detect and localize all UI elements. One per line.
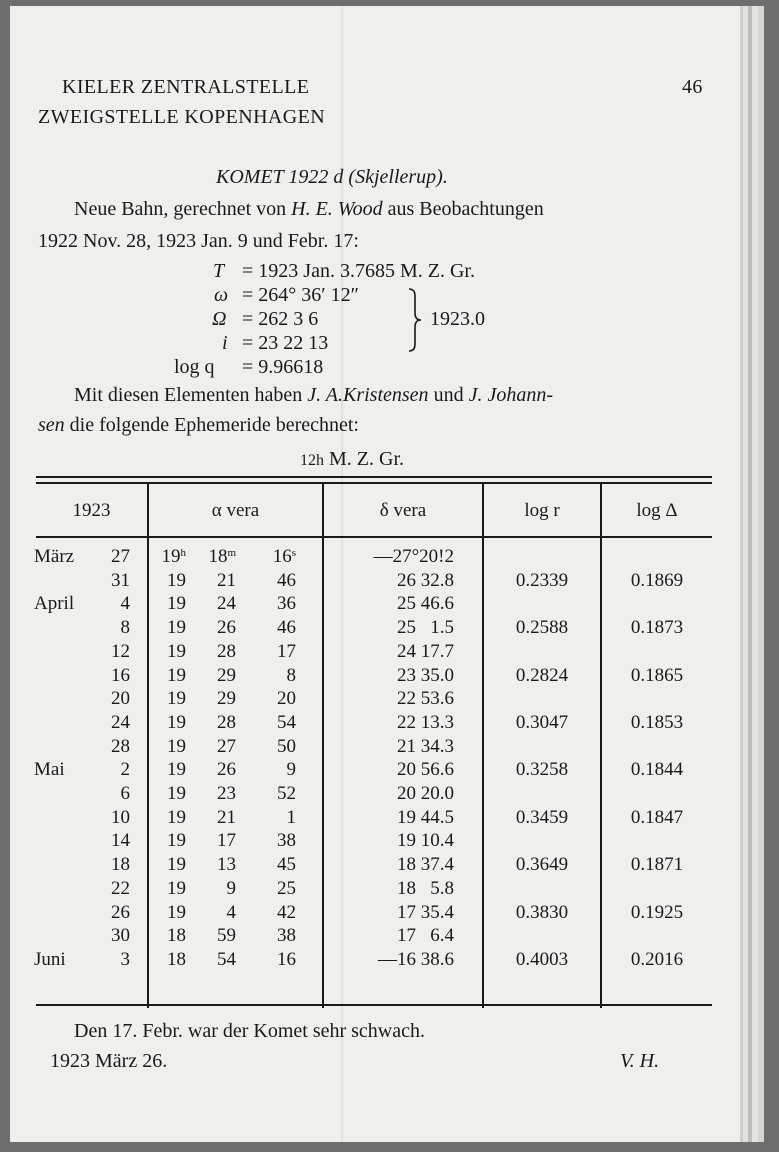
cell-dec: 20 20.0 xyxy=(397,783,454,804)
cell-as: 52 xyxy=(277,783,296,804)
signature: V. H. xyxy=(620,1050,660,1072)
cell-as: 9 xyxy=(286,759,296,781)
cell-am: 26 xyxy=(217,759,236,781)
cell-ah: 18 xyxy=(167,948,186,970)
cell-day: 26 xyxy=(111,901,130,923)
cell-day: 24 xyxy=(111,711,130,733)
cell-ah: 19 xyxy=(167,640,186,662)
cell-logr: 0.3649 xyxy=(515,854,569,876)
cell-ah: 19 xyxy=(167,664,186,686)
cell-dec: —27°20!2 xyxy=(373,546,454,567)
cell-month: Mai xyxy=(34,759,65,781)
table-row xyxy=(10,949,740,973)
cell-as: 8 xyxy=(286,664,296,686)
cell-logd: 0.1844 xyxy=(630,759,684,781)
header-log-r: log r xyxy=(524,500,560,521)
element-logq-symbol: log q xyxy=(174,356,215,378)
cell-as: 54 xyxy=(277,711,296,733)
table-row xyxy=(10,688,740,712)
header-dec: δ vera xyxy=(379,500,427,521)
cell-as: 20 xyxy=(277,688,296,710)
cell-logd: 0.1865 xyxy=(630,664,684,686)
table-row xyxy=(10,570,740,594)
table-row xyxy=(10,641,740,665)
cell-am: 26 xyxy=(217,617,236,639)
table-bottom-rule xyxy=(36,1004,712,1006)
cell-ah: 18 xyxy=(167,925,186,947)
cell-as: 46 xyxy=(277,569,296,591)
cell-day: 3 xyxy=(120,948,130,970)
cell-logr: 0.2824 xyxy=(515,664,569,686)
cell-day: 31 xyxy=(111,569,130,591)
cell-day: 6 xyxy=(120,783,130,804)
element-T-value: = 1923 Jan. 3.7685 M. Z. Gr. xyxy=(242,260,475,282)
author-name-2-end: sen xyxy=(38,414,65,436)
header-year: 1923 xyxy=(72,500,111,521)
cell-ah: 19 xyxy=(167,735,186,757)
cell-dec: 22 53.6 xyxy=(397,688,454,710)
cell-ah: 19 xyxy=(167,901,186,923)
cell-dec: 18 37.4 xyxy=(397,854,454,876)
cell-am: 4 xyxy=(226,901,236,923)
table-row xyxy=(10,902,740,926)
element-node-symbol: Ω xyxy=(212,308,227,330)
cell-logr: 0.2339 xyxy=(515,569,569,591)
cell-logd: 0.2016 xyxy=(630,948,684,970)
cell-am: 28 xyxy=(217,640,236,662)
note-text-b: und xyxy=(433,384,464,406)
table-row xyxy=(10,759,740,783)
cell-am: 17 xyxy=(217,830,236,852)
cell-dec: 20 56.6 xyxy=(397,759,454,781)
cell-ah: 19 xyxy=(167,830,186,852)
footer-date: 1923 März 26. xyxy=(50,1050,168,1072)
table-top-rule xyxy=(36,476,712,478)
time-label-rest: M. Z. Gr. xyxy=(329,448,404,470)
header-ra: α vera xyxy=(211,500,260,521)
intro-line-2: 1922 Nov. 28, 1923 Jan. 9 und Febr. 17: xyxy=(38,230,359,252)
cell-day: 10 xyxy=(111,806,130,828)
cell-dec: 19 44.5 xyxy=(397,806,454,828)
cell-as: 50 xyxy=(277,735,296,757)
cell-am: 54 xyxy=(217,948,236,970)
cell-am: 18$^m$ xyxy=(208,546,236,567)
cell-as: 25 xyxy=(277,877,296,899)
cell-ah: 19 xyxy=(167,783,186,804)
cell-as: 16 xyxy=(277,948,296,970)
cell-logd: 0.1925 xyxy=(630,901,684,923)
cell-ah: 19$^h$ xyxy=(161,546,186,567)
cell-logd: 0.1853 xyxy=(630,711,684,733)
cell-am: 27 xyxy=(217,735,236,757)
table-row xyxy=(10,617,740,641)
table-row xyxy=(10,783,740,807)
table-row xyxy=(10,830,740,854)
cell-logd: 0.1871 xyxy=(630,854,684,876)
cell-dec: 18 5.8 xyxy=(397,877,454,899)
table-row xyxy=(10,854,740,878)
header-line-2: ZWEIGSTELLE KOPENHAGEN xyxy=(38,106,326,128)
cell-as: 45 xyxy=(277,854,296,876)
cell-logr: 0.2588 xyxy=(515,617,569,639)
cell-ah: 19 xyxy=(167,759,186,781)
cell-am: 29 xyxy=(217,688,236,710)
cell-day: 2 xyxy=(120,759,130,781)
cell-day: 16 xyxy=(111,664,130,686)
cell-ah: 19 xyxy=(167,688,186,710)
table-row xyxy=(10,712,740,736)
cell-month: April xyxy=(34,593,75,615)
cell-logd: 0.1873 xyxy=(630,617,684,639)
cell-logr: 0.4003 xyxy=(515,948,569,970)
cell-ah: 19 xyxy=(167,854,186,876)
cell-dec: 17 35.4 xyxy=(397,901,454,923)
curly-brace-icon xyxy=(408,288,422,352)
table-top-rule-inner xyxy=(36,482,712,484)
header-log-delta: log Δ xyxy=(636,500,678,521)
cell-ah: 19 xyxy=(167,877,186,899)
page-number: 46 xyxy=(682,76,703,98)
comet-title: KOMET 1922 d (Skjellerup). xyxy=(216,166,448,188)
time-label-hours: 12h xyxy=(300,452,324,469)
cell-day: 30 xyxy=(111,925,130,947)
cell-day: 20 xyxy=(111,688,130,710)
table-row xyxy=(10,736,740,760)
table-row xyxy=(10,546,740,570)
cell-logr: 0.3459 xyxy=(515,806,569,828)
cell-ah: 19 xyxy=(167,569,186,591)
cell-dec: 25 46.6 xyxy=(397,593,454,615)
cell-am: 29 xyxy=(217,664,236,686)
cell-day: 4 xyxy=(120,593,130,615)
cell-dec: 24 17.7 xyxy=(397,640,454,662)
cell-ah: 19 xyxy=(167,711,186,733)
table-header-rule xyxy=(36,536,712,538)
cell-am: 9 xyxy=(226,877,236,899)
header-line-1: KIELER ZENTRALSTELLE xyxy=(62,76,310,98)
intro-text-b: aus Beobachtungen xyxy=(387,198,544,220)
cell-dec: 21 34.3 xyxy=(397,735,454,757)
cell-am: 13 xyxy=(217,854,236,876)
note-text-c: die folgende Ephemeride berechnet: xyxy=(69,414,359,436)
cell-dec: 25 1.5 xyxy=(397,617,454,639)
cell-as: 17 xyxy=(277,640,296,662)
cell-dec: —16 38.6 xyxy=(378,948,454,970)
cell-month: Juni xyxy=(34,948,66,970)
cell-ah: 19 xyxy=(167,593,186,615)
cell-day: 14 xyxy=(111,830,130,852)
cell-am: 28 xyxy=(217,711,236,733)
element-logq-value: = 9.96618 xyxy=(242,356,324,378)
element-i-symbol: i xyxy=(222,332,228,354)
cell-day: 8 xyxy=(120,617,130,639)
intro-text-a: Neue Bahn, gerechnet von xyxy=(74,198,287,220)
cell-as: 1 xyxy=(286,806,296,828)
cell-day: 12 xyxy=(111,640,130,662)
table-row xyxy=(10,593,740,617)
footer-note: Den 17. Febr. war der Komet sehr schwach. xyxy=(74,1020,426,1042)
cell-day: 22 xyxy=(111,877,130,899)
author-name-1: J. A.Kristensen xyxy=(307,384,429,406)
cell-logr: 0.3830 xyxy=(515,901,569,923)
element-node-value: = 262 3 6 xyxy=(242,308,319,330)
cell-am: 21 xyxy=(217,806,236,828)
cell-as: 46 xyxy=(277,617,296,639)
cell-logr: 0.3047 xyxy=(515,711,569,733)
cell-month: März xyxy=(34,546,75,567)
table-row xyxy=(10,925,740,949)
cell-as: 36 xyxy=(277,593,296,615)
cell-dec: 23 35.0 xyxy=(397,664,454,686)
cell-logd: 0.1847 xyxy=(630,806,684,828)
author-name-2: J. Johann- xyxy=(468,384,553,406)
cell-am: 24 xyxy=(217,593,236,615)
intro-line-1 xyxy=(74,198,544,221)
cell-ah: 19 xyxy=(167,617,186,639)
cell-dec: 26 32.8 xyxy=(397,569,454,591)
cell-dec: 19 10.4 xyxy=(397,830,454,852)
cell-day: 27 xyxy=(111,546,130,567)
element-T-symbol: T xyxy=(213,260,225,282)
time-label xyxy=(300,448,404,471)
cell-ah: 19 xyxy=(167,806,186,828)
cell-dec: 22 13.3 xyxy=(397,711,454,733)
cell-as: 42 xyxy=(277,901,296,923)
table-row xyxy=(10,665,740,689)
computer-name: H. E. Wood xyxy=(291,198,383,220)
cell-as: 38 xyxy=(277,830,296,852)
cell-am: 59 xyxy=(217,925,236,947)
book-page xyxy=(10,6,740,1142)
table-row xyxy=(10,807,740,831)
cell-day: 18 xyxy=(111,854,130,876)
cell-logd: 0.1869 xyxy=(630,569,684,591)
cell-am: 23 xyxy=(217,783,236,804)
ephemeris-note-line-2 xyxy=(38,414,359,437)
cell-as: 38 xyxy=(277,925,296,947)
element-omega-symbol: ω xyxy=(214,284,229,306)
cell-am: 21 xyxy=(217,569,236,591)
cell-as: 16$^s$ xyxy=(272,546,296,567)
note-text-a: Mit diesen Elementen haben xyxy=(74,384,303,406)
cell-logr: 0.3258 xyxy=(515,759,569,781)
cell-day: 28 xyxy=(111,735,130,757)
ephemeris-note-line-1 xyxy=(74,384,553,407)
element-omega-value: = 264° 36′ 12″ xyxy=(242,284,359,306)
element-i-value: = 23 22 13 xyxy=(242,332,329,354)
epoch-label: 1923.0 xyxy=(430,308,485,330)
table-row xyxy=(10,878,740,902)
cell-dec: 17 6.4 xyxy=(397,925,454,947)
